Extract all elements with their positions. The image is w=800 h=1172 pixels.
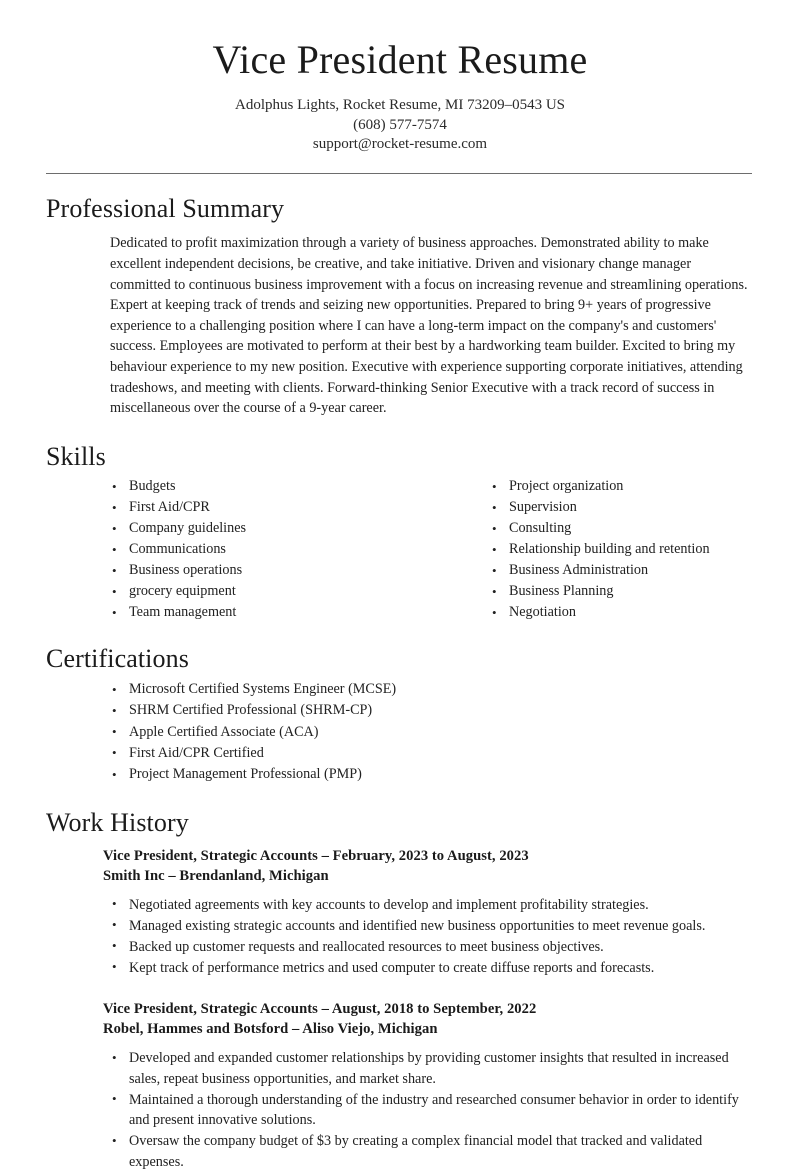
contact-block [46,96,754,155]
list-item: • grocery equipment [108,581,431,602]
list-item: • Apple Certified Associate (ACA) [108,722,754,743]
list-item: • Business Administration [488,560,754,581]
list-item: • Consulting [488,518,754,539]
skills-list-right [488,476,754,623]
list-item: • Negotiation [488,602,754,623]
section-heading-professional-summary: Professional Summary [46,193,285,223]
professional-summary-body [46,233,754,418]
list-item: • Team management [108,602,431,623]
section-work-history [46,807,754,1172]
work-history-body [46,846,754,1172]
contact-email: support@rocket-resume.com [312,136,488,153]
section-heading-work-history: Work History [46,808,189,838]
section-professional-summary [46,193,754,419]
list-item: • Managed existing strategic accounts and identified new business opportunities to meet revenue goals. [108,916,754,937]
job-title: Vice President, Strategic Accounts – February, 2023 to August, 2023 [103,847,529,864]
list-item: • Developed and expanded customer relationships by providing customer insights that resulted in increased sales, repeat business opportunities, and market share. [108,1048,754,1089]
list-item: • SHRM Certified Professional (SHRM-CP) [108,700,754,721]
job-title: Vice President, Strategic Accounts – August, 2018 to September, 2022 [103,1001,537,1018]
header-divider [46,173,752,174]
section-heading-certifications: Certifications [46,644,189,674]
professional-summary-text: Dedicated to profit maximization through a variety of business approaches. Demonstrated ability to make excellent independent decisions, be creative, and take initiative. Driven and visionary change manager committed to continuous business improvement with a focus on increasing revenue and streamlining operations. Expert at keeping track of trends and seizing new opportunities. Prepared to bring 9+ years of progressive experience to a challenging position where I can have a long-term impact on the company's and customers' success. Employees are motivated to perform at their best by a hardworking team builder. Excited to bring my behaviour experience to my new position. Executive with experience supporting corporate initiatives, attending tradeshows, and meeting with clients. Forward-thinking Senior Executive with a track record of success in miscellaneous over the course of a 9-year career. [110,235,748,417]
skills-columns [46,476,754,623]
list-item: • Business Planning [488,581,754,602]
list-item: • Backed up customer requests and reallocated resources to meet business objectives. [108,937,754,958]
list-item: • Communications [108,539,431,560]
skills-column-left [108,476,431,623]
page-title: Vice President Resume [212,37,588,82]
list-item: • Project Management Professional (PMP) [108,764,754,785]
work-history-entry [46,999,754,1172]
list-item: • First Aid/CPR Certified [108,743,754,764]
contact-phone: (608) 577-7574 [353,116,447,133]
list-item: • Project organization [488,476,754,497]
job-responsibilities [103,1048,754,1172]
job-responsibilities [103,895,754,979]
job-bullet-list [108,895,754,979]
list-item: • Relationship building and retention [488,539,754,560]
list-item: • Oversaw the company budget of $3 by creating a complex financial model that tracked and validated expenses. [108,1131,754,1172]
work-history-entry [46,846,754,979]
list-item: • Budgets [108,476,431,497]
job-bullet-list [108,1048,754,1172]
certifications-list-wrap [46,679,754,785]
contact-address: Adolphus Lights, Rocket Resume, MI 73209–0543 US [235,97,565,114]
list-item: • Business operations [108,560,431,581]
list-item: • Maintained a thorough understanding of the industry and researched consumer behavior in order to identify and present innovative solutions. [108,1090,754,1131]
certifications-list [108,679,754,785]
list-item: • Negotiated agreements with key accounts to develop and implement profitability strategies. [108,895,754,916]
list-item: • Kept track of performance metrics and used computer to create diffuse reports and forecasts. [108,958,754,979]
list-item: • Microsoft Certified Systems Engineer (MCSE) [108,679,754,700]
list-item: • Company guidelines [108,518,431,539]
skills-body [46,476,754,623]
list-item: • First Aid/CPR [108,497,431,518]
skills-list-left [108,476,431,623]
job-company: Robel, Hammes and Botsford – Aliso Viejo, Michigan [103,1021,438,1038]
section-heading-skills: Skills [46,441,106,471]
section-certifications [46,643,754,785]
job-company: Smith Inc – Brendanland, Michigan [103,867,329,884]
section-skills [46,441,754,624]
certifications-body [46,679,754,785]
list-item: • Supervision [488,497,754,518]
skills-column-right [431,476,754,623]
